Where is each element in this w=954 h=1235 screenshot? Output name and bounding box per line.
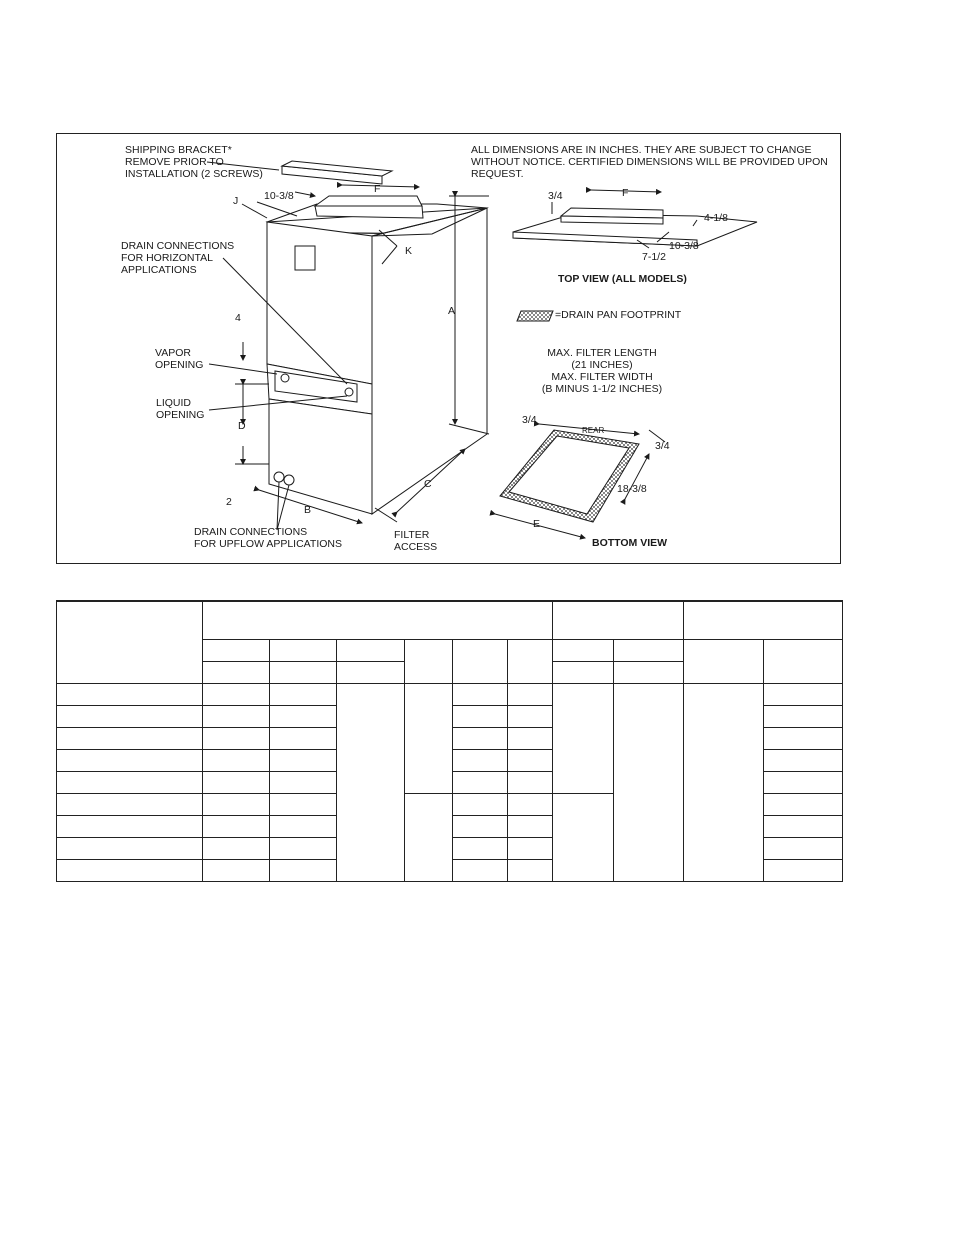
table-cell bbox=[57, 683, 203, 705]
table-cell bbox=[508, 859, 553, 881]
header-cell-model bbox=[57, 601, 203, 683]
table-cell bbox=[405, 683, 453, 793]
liquid-opening-line-1: LIQUID bbox=[156, 397, 192, 409]
top-dim-3-4-label: 3/4 bbox=[548, 190, 563, 202]
table-cell bbox=[764, 771, 843, 793]
table-cell bbox=[508, 705, 553, 727]
header-cell bbox=[203, 639, 270, 661]
vapor-opening-line-2: OPENING bbox=[155, 359, 204, 371]
table-cell bbox=[57, 749, 203, 771]
table-cell bbox=[203, 749, 270, 771]
bottom-dim-3-4-left-label: 3/4 bbox=[522, 414, 537, 426]
dim-a-label: A bbox=[448, 305, 456, 317]
table-cell bbox=[203, 793, 270, 815]
table-cell bbox=[453, 859, 508, 881]
dim-k-label: K bbox=[405, 245, 413, 257]
header-cell bbox=[405, 639, 453, 683]
table-cell bbox=[453, 793, 508, 815]
dimension-figure bbox=[56, 133, 841, 564]
table-cell bbox=[57, 837, 203, 859]
table-cell bbox=[270, 749, 337, 771]
table-row bbox=[57, 683, 843, 705]
dim-d-label: D bbox=[238, 420, 246, 432]
table-cell bbox=[270, 815, 337, 837]
bottom-view-caption: BOTTOM VIEW bbox=[592, 537, 668, 549]
table-cell bbox=[270, 837, 337, 859]
table-cell bbox=[57, 793, 203, 815]
drain-upflow-line-2: FOR UPFLOW APPLICATIONS bbox=[194, 538, 342, 550]
shipping-bracket-line-3: INSTALLATION (2 SCREWS) bbox=[125, 168, 263, 180]
header-cell-group-3 bbox=[684, 601, 843, 639]
table-cell bbox=[57, 771, 203, 793]
header-cell bbox=[203, 661, 270, 683]
dimensions-note: ALL DIMENSIONS ARE IN INCHES. THEY ARE SUBJECT TO CHANGE WITHOUT NOTICE. CERTIFIED DIMENSIONS WILL BE PROVIDED UPON REQUEST. bbox=[471, 144, 828, 180]
table-cell bbox=[508, 793, 553, 815]
filter-access-line-2: ACCESS bbox=[394, 541, 438, 553]
dim-b-label: B bbox=[304, 504, 312, 516]
air-handler-isometric bbox=[207, 161, 489, 530]
table-cell bbox=[270, 793, 337, 815]
table-cell bbox=[764, 815, 843, 837]
drain-horizontal-label bbox=[121, 240, 234, 276]
table-cell bbox=[203, 837, 270, 859]
filter-note-line-3: MAX. FILTER WIDTH bbox=[551, 371, 653, 383]
bottom-view-drawing bbox=[495, 424, 665, 538]
header-cell bbox=[337, 661, 405, 683]
liquid-opening-line-2: OPENING bbox=[156, 409, 205, 421]
filter-notes bbox=[527, 347, 677, 395]
table-cell bbox=[508, 837, 553, 859]
table-cell bbox=[764, 683, 843, 705]
drain-horizontal-line-2: FOR HORIZONTAL bbox=[121, 252, 213, 264]
dim-f-label: F bbox=[374, 183, 381, 195]
table-cell bbox=[508, 727, 553, 749]
filter-note-line-1: MAX. FILTER LENGTH bbox=[547, 347, 657, 359]
table-cell bbox=[270, 771, 337, 793]
table-cell bbox=[764, 859, 843, 881]
dim-2-label: 2 bbox=[226, 496, 232, 508]
vapor-opening-label bbox=[155, 347, 203, 371]
header-cell bbox=[270, 639, 337, 661]
table-cell bbox=[57, 859, 203, 881]
shipping-bracket-label bbox=[125, 144, 263, 180]
dim-j-label: J bbox=[233, 195, 239, 207]
table-cell bbox=[453, 727, 508, 749]
top-dim-10-3-8-label: 10-3/8 bbox=[669, 240, 699, 252]
top-dim-7-1-2-label: 7-1/2 bbox=[642, 251, 666, 263]
bottom-dim-3-4-right-label: 3/4 bbox=[655, 440, 670, 452]
dim-4-label: 4 bbox=[235, 312, 241, 324]
table-cell bbox=[453, 815, 508, 837]
vapor-opening-line-1: VAPOR bbox=[155, 347, 191, 359]
table-cell bbox=[270, 727, 337, 749]
table-cell bbox=[764, 705, 843, 727]
header-cell bbox=[453, 639, 508, 683]
header-cell bbox=[553, 639, 614, 661]
table-cell bbox=[57, 815, 203, 837]
table-cell bbox=[508, 749, 553, 771]
top-view-caption: TOP VIEW (ALL MODELS) bbox=[558, 273, 687, 285]
table-cell bbox=[203, 815, 270, 837]
header-cell-group-2 bbox=[553, 601, 684, 639]
table-cell bbox=[405, 793, 453, 881]
table-cell bbox=[453, 837, 508, 859]
dim-c-label: C bbox=[424, 478, 432, 490]
table-cell bbox=[453, 749, 508, 771]
table-cell bbox=[508, 771, 553, 793]
table-cell bbox=[203, 705, 270, 727]
rear-label: REAR bbox=[582, 426, 605, 435]
header-cell bbox=[614, 661, 684, 683]
filter-access-line-1: FILTER bbox=[394, 529, 430, 541]
header-cell bbox=[553, 661, 614, 683]
liquid-opening-label bbox=[156, 397, 204, 421]
table-cell bbox=[553, 683, 614, 793]
table-cell bbox=[203, 771, 270, 793]
table-cell bbox=[553, 793, 614, 881]
filter-note-line-2: (21 INCHES) bbox=[571, 359, 633, 371]
drain-pan-legend-label: =DRAIN PAN FOOTPRINT bbox=[555, 309, 682, 321]
bottom-dim-18-3-8-label: 18-3/8 bbox=[617, 483, 647, 495]
header-cell bbox=[764, 639, 843, 683]
table-cell bbox=[453, 771, 508, 793]
table-cell bbox=[764, 837, 843, 859]
header-cell bbox=[270, 661, 337, 683]
table-cell bbox=[203, 683, 270, 705]
table-cell bbox=[453, 683, 508, 705]
table-cell bbox=[764, 793, 843, 815]
shipping-bracket-line-2: REMOVE PRIOR TO bbox=[125, 156, 224, 168]
table-cell bbox=[508, 683, 553, 705]
drain-upflow-line-1: DRAIN CONNECTIONS bbox=[194, 526, 308, 538]
dimensions-table bbox=[56, 600, 843, 882]
drain-horizontal-line-3: APPLICATIONS bbox=[121, 264, 197, 276]
table-cell bbox=[337, 683, 405, 881]
drain-horizontal-line-1: DRAIN CONNECTIONS bbox=[121, 240, 235, 252]
table-cell bbox=[614, 683, 684, 881]
table-cell bbox=[270, 859, 337, 881]
table-cell bbox=[203, 727, 270, 749]
table-cell bbox=[270, 683, 337, 705]
bottom-dim-e-label: E bbox=[533, 518, 541, 530]
filter-access-label bbox=[394, 529, 437, 553]
drain-upflow-label bbox=[194, 526, 342, 550]
table-cell bbox=[684, 683, 764, 881]
filter-note-line-4: (B MINUS 1-1/2 INCHES) bbox=[541, 383, 663, 395]
table-cell bbox=[764, 749, 843, 771]
table-cell bbox=[270, 705, 337, 727]
table-cell bbox=[57, 727, 203, 749]
table-cell bbox=[453, 705, 508, 727]
table-cell bbox=[203, 859, 270, 881]
header-cell bbox=[337, 639, 405, 661]
drain-pan-swatch bbox=[517, 311, 553, 321]
table-header-row-1 bbox=[57, 601, 843, 639]
top-dim-4-1-8-label: 4-1/8 bbox=[704, 212, 728, 224]
header-cell bbox=[614, 639, 684, 661]
header-cell-dimensions bbox=[203, 601, 553, 639]
top-dim-f-label: F bbox=[622, 187, 629, 199]
table-cell bbox=[508, 815, 553, 837]
header-cell bbox=[508, 639, 553, 683]
shipping-bracket-line-1: SHIPPING BRACKET* bbox=[125, 144, 232, 156]
table-cell bbox=[764, 727, 843, 749]
table-cell bbox=[57, 705, 203, 727]
dim-10-3-8-label: 10-3/8 bbox=[264, 190, 294, 202]
header-cell bbox=[684, 639, 764, 683]
